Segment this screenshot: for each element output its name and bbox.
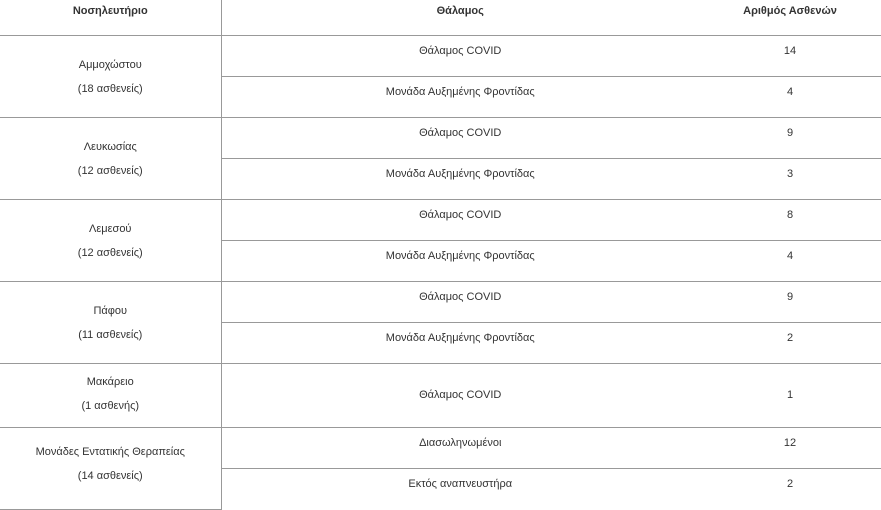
hospital-name: Μακάρειο (86, 375, 134, 388)
table-header-row (0, 0, 881, 35)
hospital-name: Πάφου (93, 304, 128, 317)
hospital-total: (11 ασθενείς) (78, 328, 143, 341)
ward-cell: Μονάδα Αυξημένης Φροντίδας (221, 76, 699, 117)
count-cell: 12 (699, 427, 881, 468)
count-cell: 3 (699, 158, 881, 199)
count-cell: 4 (699, 240, 881, 281)
hospital-total: (1 ασθενής) (81, 399, 140, 412)
hospital-total: (12 ασθενείς) (77, 164, 143, 177)
table-row (0, 199, 881, 240)
table-row (0, 117, 881, 158)
ward-cell: Θάλαμος COVID (221, 35, 699, 76)
count-cell: 14 (699, 35, 881, 76)
hospital-cell (0, 117, 221, 199)
table-row (0, 35, 881, 76)
count-cell: 1 (699, 363, 881, 427)
hospital-total: (12 ασθενείς) (77, 246, 143, 259)
hospital-cell (0, 363, 221, 427)
ward-cell: Μονάδα Αυξημένης Φροντίδας (221, 322, 699, 363)
hospital-name: Αμμοχώστου (78, 58, 142, 71)
ward-cell: Μονάδα Αυξημένης Φροντίδας (221, 240, 699, 281)
table-row (0, 363, 881, 427)
ward-cell: Διασωληνωμένοι (221, 427, 699, 468)
count-cell: 9 (699, 281, 881, 322)
header-hospital: Νοσηλευτήριο (0, 0, 221, 35)
hospital-total: (18 ασθενείς) (77, 82, 143, 95)
ward-cell: Θάλαμος COVID (221, 199, 699, 240)
hospital-name: Μονάδες Εντατικής Θεραπείας (35, 445, 185, 458)
hospital-name: Λεμεσού (89, 222, 132, 235)
header-patient-count: Αριθμός Ασθενών (699, 0, 881, 35)
hospital-cell (0, 199, 221, 281)
count-cell: 2 (786, 477, 794, 490)
count-cell: 9 (699, 117, 881, 158)
hospital-cell (0, 281, 221, 363)
ward-cell: Θάλαμος COVID (221, 363, 699, 427)
hospital-total: (14 ασθενείς) (77, 469, 143, 482)
header-ward: Θάλαμος (221, 0, 699, 35)
count-cell: 2 (699, 322, 881, 363)
hospital-cell (0, 427, 221, 509)
ward-cell: Μονάδα Αυξημένης Φροντίδας (221, 158, 699, 199)
count-cell: 4 (699, 76, 881, 117)
ward-cell: Θάλαμος COVID (221, 117, 699, 158)
ward-cell: Εκτός αναπνευστήρα (408, 477, 513, 490)
count-cell: 8 (699, 199, 881, 240)
table-row (0, 281, 881, 322)
ward-cell: Θάλαμος COVID (221, 281, 699, 322)
hospital-name: Λευκωσίας (83, 140, 137, 153)
hospital-cell (0, 35, 221, 117)
table-row (0, 427, 881, 468)
